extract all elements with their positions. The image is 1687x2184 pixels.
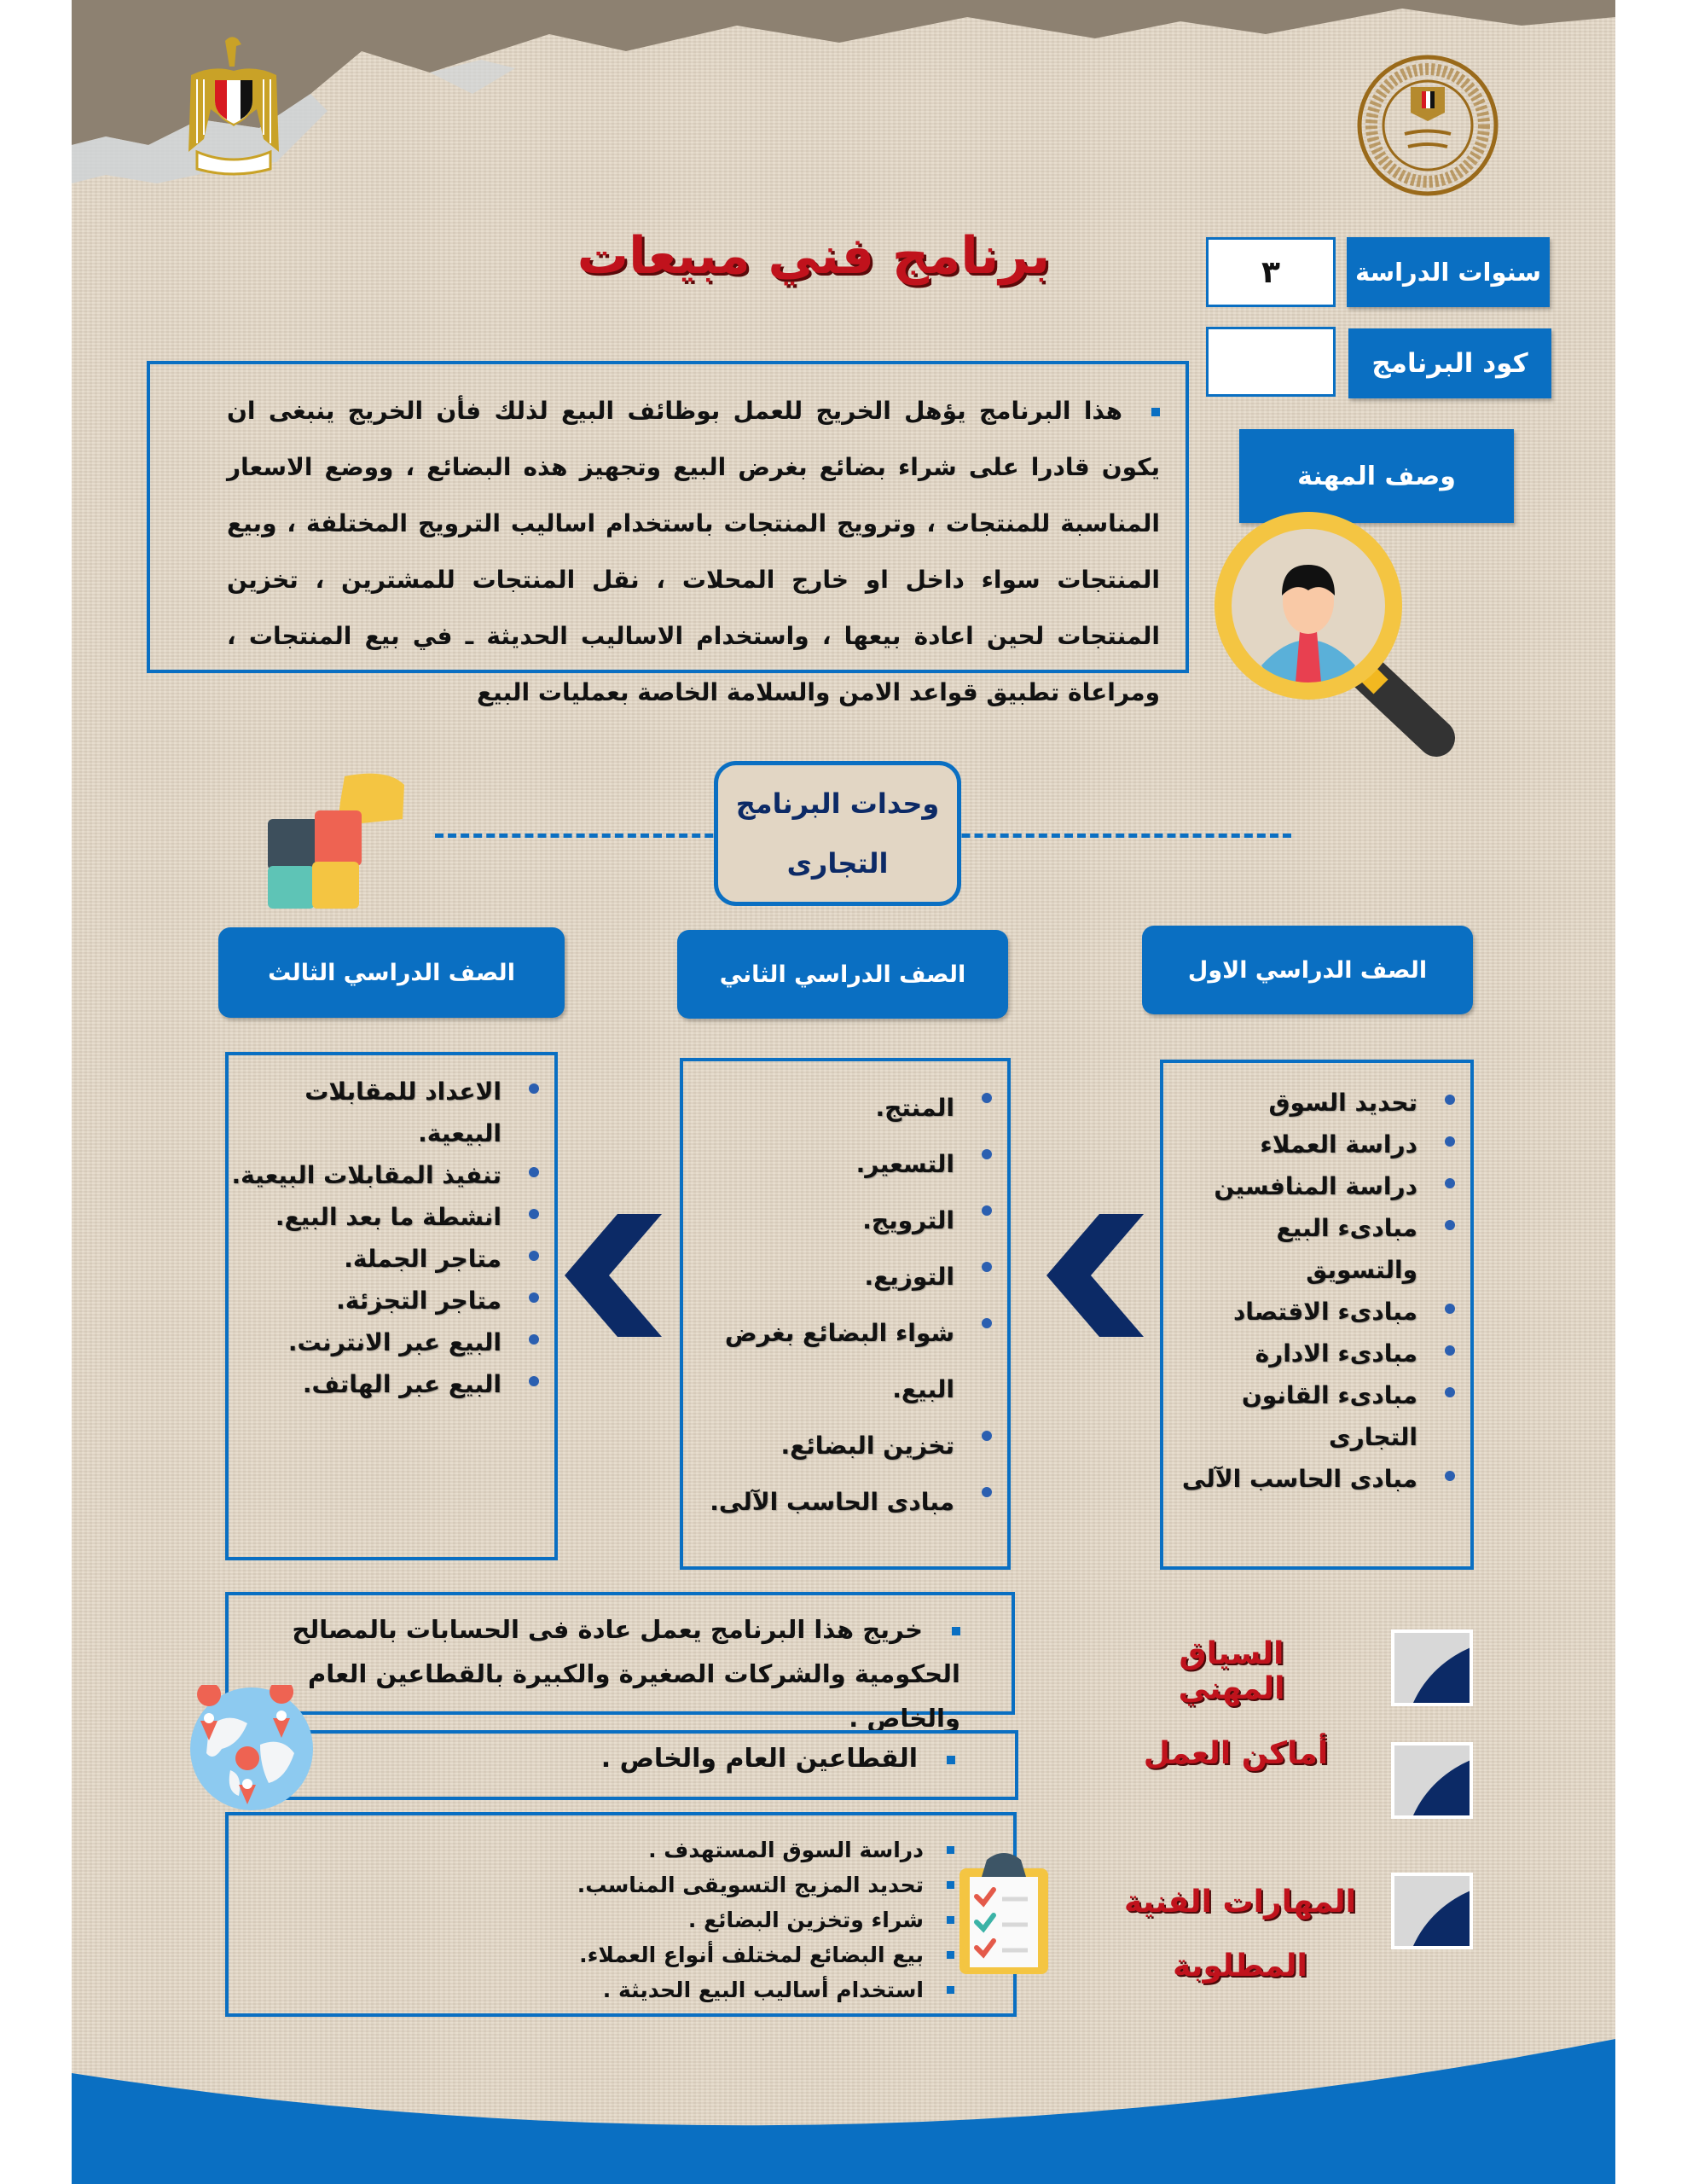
unit-item: تحديد السوق — [1163, 1082, 1470, 1124]
unit-item: البيع عبر الانترنت. — [229, 1321, 554, 1363]
section-marker-icon — [1391, 1629, 1473, 1706]
grade-3-units-list — [229, 1071, 554, 1405]
unit-item: التوزيع. — [683, 1249, 1007, 1305]
section-marker-icon — [1391, 1742, 1473, 1819]
workplaces-label: أماكن العمل — [1143, 1736, 1329, 1771]
unit-item: انشطة ما بعد البيع. — [229, 1196, 554, 1238]
unit-item: تنفيذ المقابلات البيعية. — [229, 1154, 554, 1196]
skill-item: شراء وتخزين البضائع . — [577, 1902, 966, 1937]
checklist-clipboard-icon — [953, 1850, 1055, 1979]
unit-item: المنتج. — [683, 1080, 1007, 1136]
grade-3-units-box — [225, 1052, 558, 1560]
unit-item: مبادىء الادارة — [1163, 1333, 1470, 1374]
years-of-study-label: سنوات الدراسة — [1347, 237, 1550, 307]
job-description-text — [227, 383, 1160, 721]
professional-context-box — [225, 1592, 1015, 1733]
units-heading-line2: التجارى — [786, 847, 889, 880]
globe-location-icon — [188, 1685, 316, 1813]
section-marker-icon — [1391, 1873, 1473, 1949]
grade-1-units-box — [1160, 1060, 1474, 1570]
professional-context-text — [263, 1607, 960, 1740]
technical-skills-list — [577, 1833, 966, 2007]
unit-item: مبادى الحاسب الآلى. — [683, 1474, 1007, 1531]
puzzle-icon — [259, 768, 413, 913]
workplaces-value: القطاعين العام والخاص . — [600, 1744, 918, 1774]
grade-1-header: الصف الدراسي الاول — [1142, 926, 1473, 1014]
job-description-label: وصف المهنة — [1239, 429, 1514, 523]
ministry-seal-icon — [1355, 53, 1500, 198]
job-description-box — [147, 361, 1189, 706]
job-description-paragraph: هذا البرنامج يؤهل الخريج للعمل بوظائف البيع لذلك فأن الخريج ينبغى ان يكون قادرا على شراء بضائع بغرض البيع وتجهيز هذه البضائع ، ووضع الاسعار المناسبة للمنتجات ، وترويج المنتجات باستخدام اساليب الترويج المختلفة ، وبيع المنتجات سواء داخل او خارج المحلات ، نقل المنتجات للمشترين ، تخزين المنتجات لحين اعادة بيعها ، واستخدام الاساليب الحديثة ـ في بيع المنتجات ، ومراعاة تطبيق قواعد الامن والسلامة الخاصة بعمليات البيع — [227, 397, 1160, 706]
program-units-heading — [714, 761, 961, 906]
unit-item: الاعداد للمقابلات البيعية. — [229, 1071, 554, 1154]
years-of-study-value: ٣ — [1206, 237, 1336, 307]
program-code-value — [1206, 327, 1336, 397]
unit-item: البيع عبر الهاتف. — [229, 1363, 554, 1405]
program-code-label: كود البرنامج — [1348, 328, 1551, 398]
chevron-left-icon — [1040, 1207, 1159, 1344]
skill-item: دراسة السوق المستهدف . — [577, 1833, 966, 1867]
unit-item: متاجر التجزئة. — [229, 1280, 554, 1321]
skill-item: بيع البضائع لمختلف أنواع العملاء. — [577, 1937, 966, 1972]
professional-context-label: السياق المهني — [1178, 1636, 1285, 1706]
unit-item: متاجر الجملة. — [229, 1238, 554, 1280]
unit-item: دراسة العملاء — [1163, 1124, 1470, 1165]
skill-item: تحديد المزيج التسويقى المناسب. — [577, 1867, 966, 1902]
unit-item: مبادى الحاسب الآلى — [1163, 1458, 1470, 1500]
skill-item: استخدام أساليب البيع الحديثة . — [577, 1972, 966, 2007]
professional-context-paragraph: خريج هذا البرنامج يعمل عادة فى الحسابات بالمصالح الحكومية والشركات الصغيرة والكبيرة بالقطاعين العام والخاص . — [292, 1615, 960, 1733]
unit-item: الترويج. — [683, 1193, 1007, 1249]
workplaces-box — [225, 1730, 1018, 1800]
skills-label-line2: المطلوبة — [1173, 1949, 1307, 1984]
grade-2-header: الصف الدراسي الثاني — [677, 930, 1008, 1019]
grade-3-header: الصف الدراسي الثالث — [218, 927, 565, 1018]
chevron-left-icon — [558, 1207, 677, 1344]
bullet-icon — [952, 1627, 960, 1635]
units-heading-line1: وحدات البرنامج — [735, 787, 940, 820]
unit-item: مبادىء البيع والتسويق — [1163, 1207, 1470, 1291]
egypt-eagle-emblem-icon — [178, 32, 289, 177]
technical-skills-box — [225, 1812, 1017, 2017]
grade-2-units-box — [680, 1058, 1011, 1570]
bullet-icon — [1151, 408, 1160, 416]
job-search-magnifier-icon — [1210, 512, 1466, 768]
grade-2-units-list — [683, 1080, 1007, 1531]
unit-item: دراسة المنافسين — [1163, 1165, 1470, 1207]
footer-wave-decoration — [72, 2039, 1615, 2184]
unit-item: مبادىء القانون التجارى — [1163, 1374, 1470, 1458]
technical-skills-label — [1116, 1870, 1364, 1998]
unit-item: مبادىء الاقتصاد — [1163, 1291, 1470, 1333]
unit-item: شواء البضائع بغرض البيع. — [683, 1305, 1007, 1418]
unit-item: التسعير. — [683, 1136, 1007, 1193]
unit-item: تخزين البضائع. — [683, 1418, 1007, 1474]
skills-label-line1: المهارات الفنية — [1123, 1885, 1357, 1920]
bullet-icon — [947, 1756, 955, 1764]
page-title: برنامج فني مبيعات — [577, 226, 1051, 286]
workplaces-text — [601, 1744, 955, 1774]
grade-1-units-list — [1163, 1082, 1470, 1500]
program-page — [72, 0, 1615, 2184]
